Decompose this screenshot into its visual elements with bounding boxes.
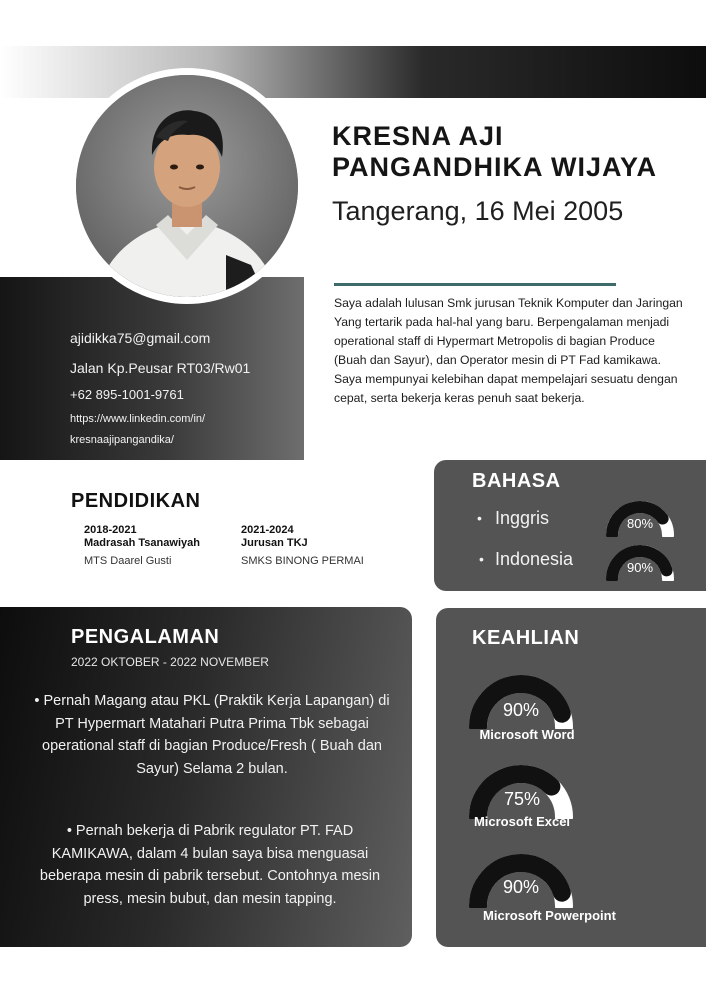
profile-photo bbox=[76, 75, 298, 297]
language-level-2: 90% bbox=[626, 560, 654, 575]
name-line-2: PANGANDHIKA WIJAYA bbox=[332, 152, 658, 182]
language-title: BAHASA bbox=[472, 470, 561, 492]
contact-address: Jalan Kp.Peusar RT03/Rw01 bbox=[70, 360, 251, 376]
skill-level-excel: 75% bbox=[503, 789, 541, 809]
about-text: Saya adalah lulusan Smk jurusan Teknik Komputer dan Jaringan Yang tertarik pada hal-hal yang baru. Berpengalaman menjadi operational staff di Hypermart Metropolis di bagian Produce (Buah dan Sayur), dan Operator mesin di PT Fad kamikawa. Saya mempunyai kelebihan dapat mempelajari sesuatu dengan cepat, serta bekerja keras penuh saat bekerja. bbox=[334, 296, 683, 405]
header-band bbox=[0, 46, 706, 98]
experience-title: PENGALAMAN bbox=[71, 626, 220, 648]
experience-item-2: • Pernah bekerja di Pabrik regulator PT. FAD KAMIKAWA, dalam 4 bulan saya bisa menguasai beberapa mesin di pabrik tersebut. Contohnya mesin press, mesin bubut, dan mesin tapping. bbox=[39, 823, 381, 907]
language-bullet-2: • bbox=[479, 551, 484, 567]
contact-phone[interactable]: +62 895-1001-9761 bbox=[70, 387, 184, 402]
education-years-2: 2021-2024 bbox=[241, 524, 294, 536]
language-level-1: 80% bbox=[626, 516, 654, 531]
language-name-1: Inggris bbox=[495, 508, 550, 528]
education-major-2: Jurusan TKJ bbox=[241, 537, 308, 549]
divider-line bbox=[334, 283, 616, 286]
education-school-1: MTS Daarel Gusti bbox=[84, 555, 172, 567]
skill-name-excel: Microsoft Excel bbox=[473, 814, 571, 829]
skill-name-word: Microsoft Word bbox=[479, 727, 575, 742]
contact-linkedin-line2[interactable]: kresnaajipangandika/ bbox=[70, 434, 174, 446]
name-line-1: KRESNA AJI bbox=[332, 121, 504, 151]
full-name bbox=[332, 121, 702, 183]
language-bullet-1: • bbox=[477, 510, 482, 526]
contact-email[interactable]: ajidikka75@gmail.com bbox=[70, 330, 211, 346]
language-name-2: Indonesia bbox=[495, 549, 574, 569]
education-school-2: SMKS BINONG PERMAI bbox=[241, 555, 364, 567]
profile-photo-illustration bbox=[76, 75, 298, 297]
education-years-1: 2018-2021 bbox=[84, 524, 137, 536]
experience-item-1: • Pernah Magang atau PKL (Praktik Kerja Lapangan) di PT Hypermart Matahari Putra Prima Tbk sebagai operational staff di bagian Produce/Fresh ( Buah dan Sayur) Selama 2 bulan. bbox=[34, 693, 390, 777]
contact-linkedin-line1[interactable]: https://www.linkedin.com/in/ bbox=[70, 413, 206, 425]
education-title: PENDIDIKAN bbox=[71, 490, 201, 512]
skill-level-word: 90% bbox=[502, 700, 540, 720]
skill-level-powerpoint: 90% bbox=[502, 877, 540, 897]
skills-title: KEAHLIAN bbox=[472, 627, 580, 649]
skill-name-powerpoint: Microsoft Powerpoint bbox=[483, 908, 616, 923]
education-major-1: Madrasah Tsanawiyah bbox=[84, 537, 200, 549]
birth-place-date: Tangerang, 16 Mei 2005 bbox=[332, 196, 624, 226]
experience-date: 2022 OKTOBER - 2022 NOVEMBER bbox=[71, 655, 269, 669]
